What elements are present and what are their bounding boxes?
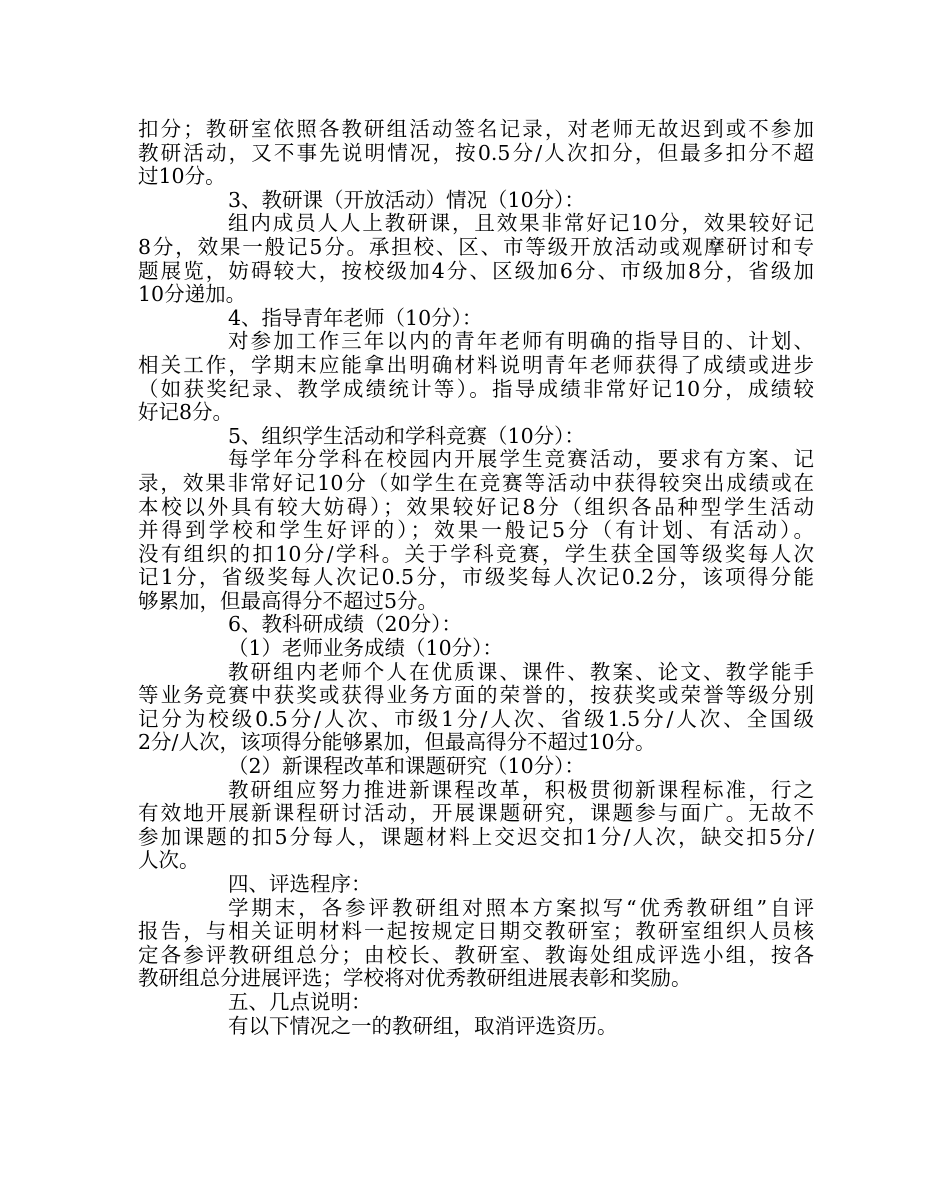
text-line: 10分递加。 xyxy=(138,282,247,307)
text-line: 教研活动，又不事先说明情况，按0.5分/人次扣分，但最多扣分不超 xyxy=(138,140,814,165)
text-line: 并得到学校和学生好评的）；效果一般记5分（有计划、有活动）。 xyxy=(138,518,814,543)
text-line: 没有组织的扣10分/学科。关于学科竞赛，学生获全国等级奖每人次 xyxy=(138,541,814,566)
text-line: 好记8分。 xyxy=(138,400,234,425)
text-line: （如获奖纪录、教学成绩统计等）。指导成绩非常好记10分，成绩较 xyxy=(138,376,814,401)
text-line: 2分/人次，该项得分能够累加，但最高得分不超过10分。 xyxy=(138,730,656,755)
text-line: 3、教研课（开放活动）情况（10分）： xyxy=(228,187,585,212)
text-line: 人次。 xyxy=(138,848,200,873)
text-line: 过10分。 xyxy=(138,164,226,189)
text-line: 定各参评教研组总分；由校长、教研室、教诲处组成评选小组，按各 xyxy=(138,942,814,967)
text-line: 四、评选程序： xyxy=(228,872,372,896)
text-line: 扣分；教研室依照各教研组活动签名记录，对老师无故迟到或不参加 xyxy=(138,117,814,141)
text-line: 题展览，妨碍较大，按校级加4分、区级加6分、市级加8分，省级加 xyxy=(138,258,814,283)
text-line: 有效地开展新课程研讨活动，开展课题研究，课题参与面广。无故不 xyxy=(138,801,814,826)
text-line: 8分，效果一般记5分。承担校、区、市等级开放活动或观摩研讨和专 xyxy=(138,234,814,259)
text-line: 每学年分学科在校园内开展学生竞赛活动，要求有方案、记 xyxy=(228,447,814,472)
document-body xyxy=(138,118,814,1038)
text-line: 报告，与相关证明材料一起按规定日期交教研室；教研室组织人员核 xyxy=(138,919,814,944)
text-line: 五、几点说明： xyxy=(228,989,372,1014)
text-line: 本校以外具有较大妨碍）；效果较好记8分（组织各品种型学生活动 xyxy=(138,494,814,519)
text-line: 参加课题的扣5分每人，课题材料上交迟交扣1分/人次，缺交扣5分/ xyxy=(138,824,814,849)
text-line: 教研组总分进展评选；学校将对优秀教研组进展表彰和奖励。 xyxy=(138,966,692,991)
text-line: 教研组应努力推进新课程改革，积极贯彻新课程标准，行之 xyxy=(228,777,814,802)
text-line: 5、组织学生活动和学科竞赛（10分）： xyxy=(228,423,585,448)
text-line: 记1分，省级奖每人次记0.5分，市级奖每人次记0.2分，该项得分能 xyxy=(138,565,814,590)
text-line: 教研组内老师个人在优质课、课件、教案、论文、教学能手 xyxy=(228,659,814,684)
text-line: 6、教科研成绩（20分）： xyxy=(228,612,462,637)
text-line: 等业务竞赛中获奖或获得业务方面的荣誉的，按获奖或荣誉等级分别 xyxy=(138,683,814,708)
text-line: 4、指导青年老师（10分）： xyxy=(228,305,483,330)
text-line: 录，效果非常好记10分（如学生在竞赛等活动中获得较突出成绩或在 xyxy=(138,470,814,495)
text-line: （2）新课程改革和课题研究（10分）： xyxy=(228,754,585,779)
text-line: 记分为校级0.5分/人次、市级1分/人次、省级1.5分/人次、全国级 xyxy=(138,706,814,731)
text-line: 学期末，各参评教研组对照本方案拟写“优秀教研组”自评 xyxy=(228,895,814,920)
text-line: 组内成员人人上教研课，且效果非常好记10分，效果较好记 xyxy=(228,211,814,236)
text-line: 有以下情况之一的教研组，取消评选资历。 xyxy=(228,1013,618,1038)
text-line: 相关工作，学期末应能拿出明确材料说明青年老师获得了成绩或进步 xyxy=(138,352,814,377)
text-line: 对参加工作三年以内的青年老师有明确的指导目的、计划、 xyxy=(228,329,814,354)
text-line: （1）老师业务成绩（10分）： xyxy=(228,636,503,661)
text-line: 够累加，但最高得分不超过5分。 xyxy=(138,588,439,613)
